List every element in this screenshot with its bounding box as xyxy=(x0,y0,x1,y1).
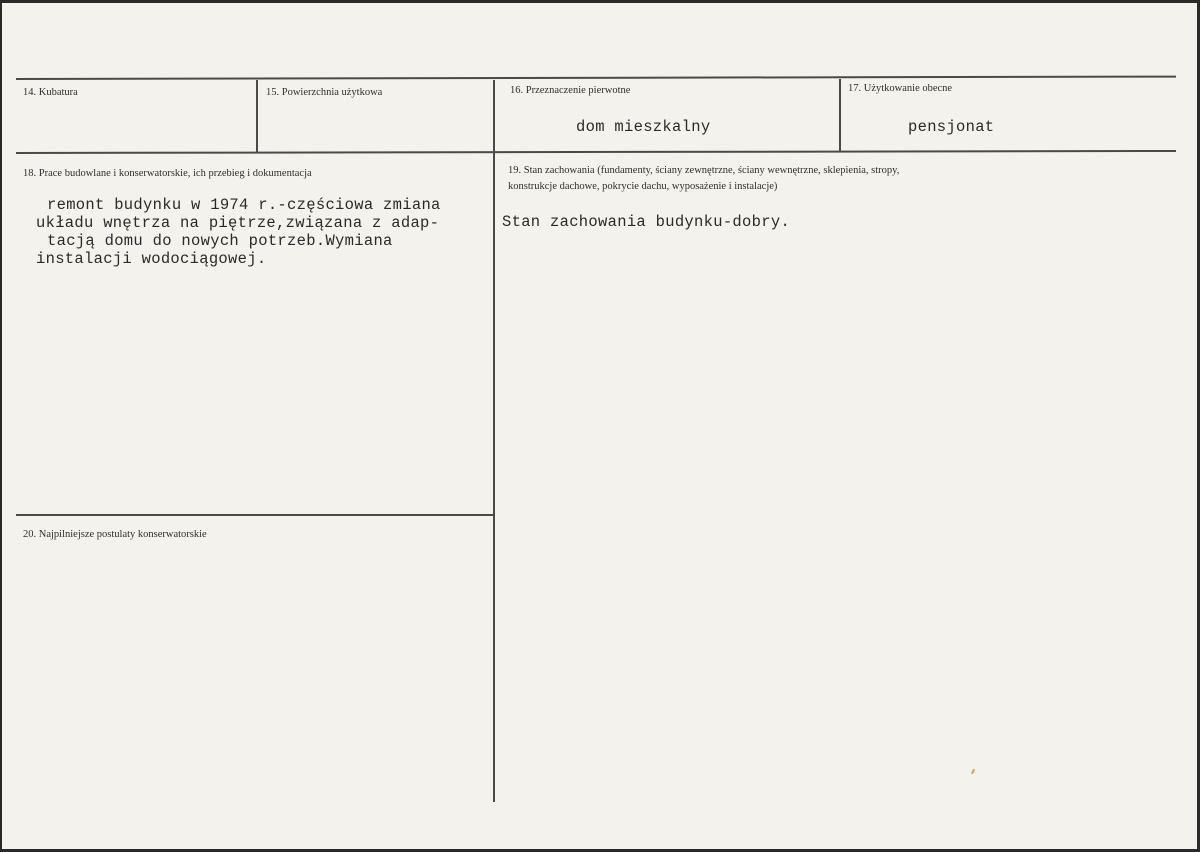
field-20-label: 20. Najpilniejsze postulaty konserwatorskie xyxy=(23,529,207,540)
field-16-label: 16. Przeznaczenie pierwotne xyxy=(510,85,631,96)
field-16-value: dom mieszkalny xyxy=(576,118,711,136)
field-14-label: 14. Kubatura xyxy=(23,87,78,98)
field-18-line-2: układu wnętrza na piętrze,związana z adap- xyxy=(36,214,440,232)
field-19-label-line-1: 19. Stan zachowania (fundamenty, ściany zewnętrzne, ściany wewnętrzne, sklepienia, stropy, xyxy=(508,165,900,176)
left-column-divider-line xyxy=(16,514,494,516)
field-18-line-1: remont budynku w 1974 r.-częściowa zmiana xyxy=(47,196,441,214)
field-18-line-3: tacją domu do nowych potrzeb.Wymiana xyxy=(47,232,393,250)
field-19-label-line-2: konstrukcje dachowe, pokrycie dachu, wyposażenie i instalacje) xyxy=(508,181,778,192)
top-row-bottom-border xyxy=(16,150,1176,154)
paper-speck xyxy=(971,769,975,774)
field-15-label: 15. Powierzchnia użytkowa xyxy=(266,87,383,98)
divider-16-17 xyxy=(839,79,841,152)
field-17-value: pensjonat xyxy=(908,118,995,136)
divider-15-16 xyxy=(493,80,495,802)
divider-14-15 xyxy=(256,80,258,153)
top-row-top-border xyxy=(16,76,1176,80)
field-19-value: Stan zachowania budynku-dobry. xyxy=(502,213,791,231)
field-17-label: 17. Użytkowanie obecne xyxy=(848,83,953,94)
field-18-line-4: instalacji wodociągowej. xyxy=(36,250,267,268)
field-18-label: 18. Prace budowlane i konserwatorskie, ich przebieg i dokumentacja xyxy=(23,168,312,179)
inventory-card xyxy=(2,3,1197,849)
